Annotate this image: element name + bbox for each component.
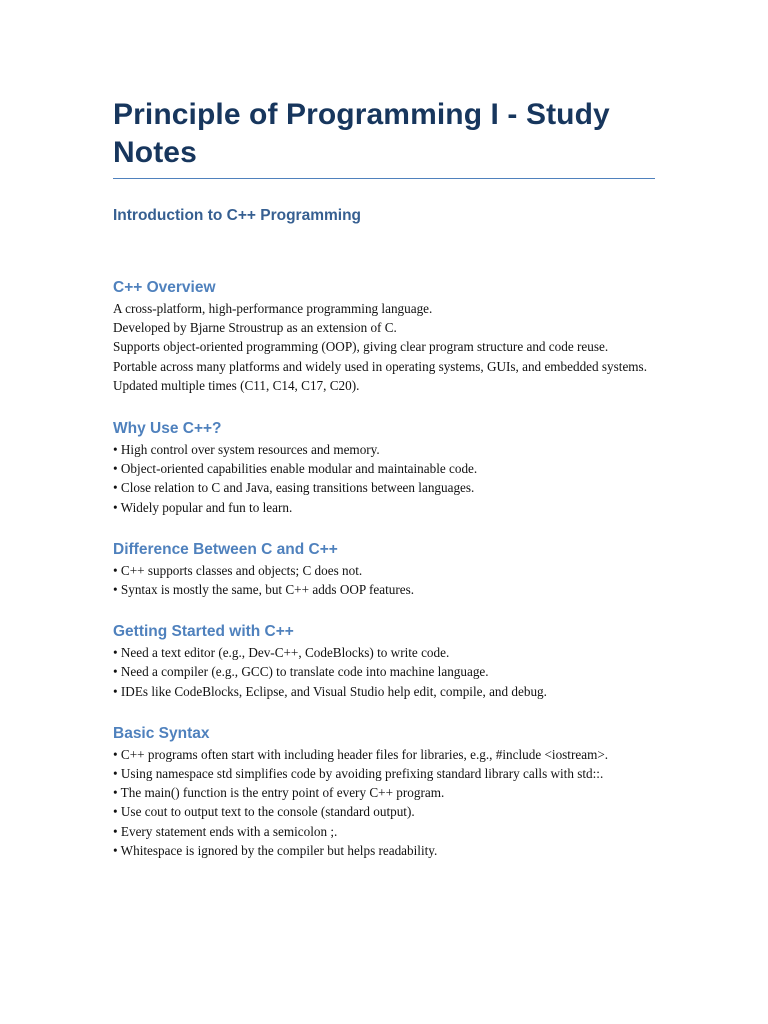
paragraph-line: Portable across many platforms and widely used in operating systems, GUIs, and embedded systems. bbox=[113, 358, 647, 374]
bullet-item: • Whitespace is ignored by the compiler but helps readability. bbox=[113, 842, 438, 858]
bullet-item: • High control over system resources and memory. bbox=[113, 442, 380, 458]
section-body bbox=[113, 299, 655, 395]
bullet-item: • C++ supports classes and objects; C does not. bbox=[113, 562, 363, 578]
bullet-item: • The main() function is the entry point of every C++ program. bbox=[113, 785, 445, 801]
section-cpp-overview bbox=[113, 278, 655, 395]
paragraph-line: Developed by Bjarne Stroustrup as an extension of C. bbox=[113, 320, 397, 336]
section-heading: Why Use C++? bbox=[113, 420, 222, 438]
bullet-item: • IDEs like CodeBlocks, Eclipse, and Visual Studio help edit, compile, and debug. bbox=[113, 683, 547, 699]
bullet-item: • Need a compiler (e.g., GCC) to translate code into machine language. bbox=[113, 664, 489, 680]
bullet-item: • Close relation to C and Java, easing transitions between languages. bbox=[113, 480, 475, 496]
bullet-item: • Using namespace std simplifies code by avoiding prefixing standard library calls with std::. bbox=[113, 766, 604, 782]
paragraph-line: Updated multiple times (C11, C14, C17, C20). bbox=[113, 377, 360, 393]
bullet-list bbox=[113, 440, 655, 517]
paragraph-line: Supports object-oriented programming (OOP), giving clear program structure and code reuse. bbox=[113, 339, 609, 355]
section-getting-started bbox=[113, 622, 655, 701]
bullet-item: • Widely popular and fun to learn. bbox=[113, 499, 293, 515]
paragraph-line: A cross-platform, high-performance programming language. bbox=[113, 301, 433, 316]
bullet-list bbox=[113, 561, 655, 599]
section-heading: C++ Overview bbox=[113, 279, 216, 296]
section-basic-syntax bbox=[113, 724, 655, 860]
section-heading: Difference Between C and C++ bbox=[113, 540, 338, 558]
section-heading: Basic Syntax bbox=[113, 724, 210, 742]
bullet-item: • Object-oriented capabilities enable modular and maintainable code. bbox=[113, 461, 478, 477]
bullet-item: • Use cout to output text to the console (standard output). bbox=[113, 804, 415, 820]
document-title: Principle of Programming I - Study Notes bbox=[113, 96, 655, 179]
bullet-item: • Need a text editor (e.g., Dev-C++, CodeBlocks) to write code. bbox=[113, 645, 450, 661]
bullet-item: • C++ programs often start with including header files for libraries, e.g., #include <iostream>. bbox=[113, 746, 609, 762]
bullet-item: • Syntax is mostly the same, but C++ adds OOP features. bbox=[113, 582, 415, 598]
document-subtitle: Introduction to C++ Programming bbox=[113, 207, 362, 224]
section-why-use-cpp bbox=[113, 419, 655, 517]
bullet-list bbox=[113, 745, 655, 860]
section-difference-c-cpp bbox=[113, 540, 655, 599]
bullet-list bbox=[113, 643, 655, 701]
section-heading: Getting Started with C++ bbox=[113, 623, 294, 641]
bullet-item: • Every statement ends with a semicolon ;. bbox=[113, 823, 338, 839]
